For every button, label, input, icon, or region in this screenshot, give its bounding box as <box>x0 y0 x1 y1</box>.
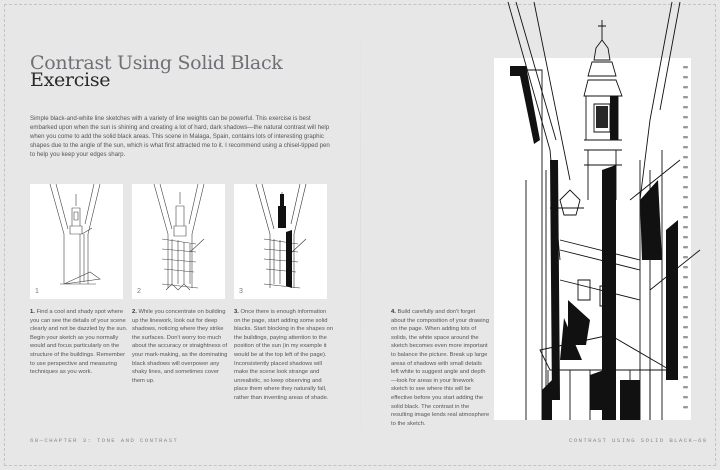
step-4-text <box>391 308 491 428</box>
step-description: Build carefully and don't forget about the composition of your drawing on the page. When adding lots of solids, the white space around the sketch becomes even more important to balance the picture. Break up large areas of shadows with small details left white to suggest angle and depth—look for areas in your linework sketch to see where this will be effective before you start adding the solid black. The contrast in the resulting image lends real atmosphere to the sketch. <box>391 309 490 427</box>
thumbnail-number: 1 <box>35 288 39 295</box>
thumbnail-number: 2 <box>137 288 141 295</box>
step-thumbnail-3 <box>234 184 327 299</box>
step-2-text <box>132 308 232 385</box>
step-thumbnail-1 <box>30 184 123 299</box>
step-number: 3. <box>234 309 239 315</box>
step-description: Once there is enough information on the page, start adding some solid blacks. Start blocking in the shapes on the buildings, paying attention to the position of the sun (in my example it would be at the top left of the page). Inconsistently placed shadows will make the scene look strange and unrealistic, so keep observing and place them where they naturally fall, rather than inventing areas of shade. <box>234 309 333 401</box>
right-folio: CONTRAST USING SOLID BLACK—69 <box>569 437 708 444</box>
step-description: While you concentrate on building up the linework, look out for deep shadows, noticing where they strike the surfaces. Don't worry too much about the accuracy or straightness of your mark-making, as the dominating black shadows will overpower any shaky lines, and sometimes cover them up. <box>132 309 228 384</box>
page-title: Contrast Using Solid Black <box>30 52 283 74</box>
thumbnail-number: 3 <box>239 288 243 295</box>
step-number: 2. <box>132 309 137 315</box>
step-3-text <box>234 308 334 403</box>
sketch-step-2-image <box>132 184 225 299</box>
step-1-text <box>30 308 130 377</box>
step-description: Find a cool and shady spot where you can see the details of your scene clearly and not be dazzled by the sun. Begin your sketch as you normally would and focus particularly on the structure of the buildings. Remember to use perspective and measuring techniques as you work. <box>30 309 128 376</box>
church-tower-sketch <box>490 0 720 430</box>
step-number: 4. <box>391 309 396 315</box>
page-subtitle: Exercise <box>30 69 111 91</box>
left-folio: 68—CHAPTER 3: TONE AND CONTRAST <box>30 437 179 444</box>
sketch-step-3-image <box>234 184 327 299</box>
intro-paragraph: Simple black-and-white line sketches with a variety of line weights can be powerful. This exercise is best embarked upon when the sun is shining and creating a lot of hard, dark shadows—the natural contrast will help when you come to add the solid black areas. This scene in Malaga, Spain, contains lots of interesting graphic shapes due to the angle of the sun, which is what first attracted me to it. I recommend using a chisel-tipped pen to help you keep your edges sharp. <box>30 115 330 159</box>
sketch-step-1-image <box>30 184 123 299</box>
step-number: 1. <box>30 309 35 315</box>
step-thumbnail-2 <box>132 184 225 299</box>
gutter <box>360 0 361 470</box>
